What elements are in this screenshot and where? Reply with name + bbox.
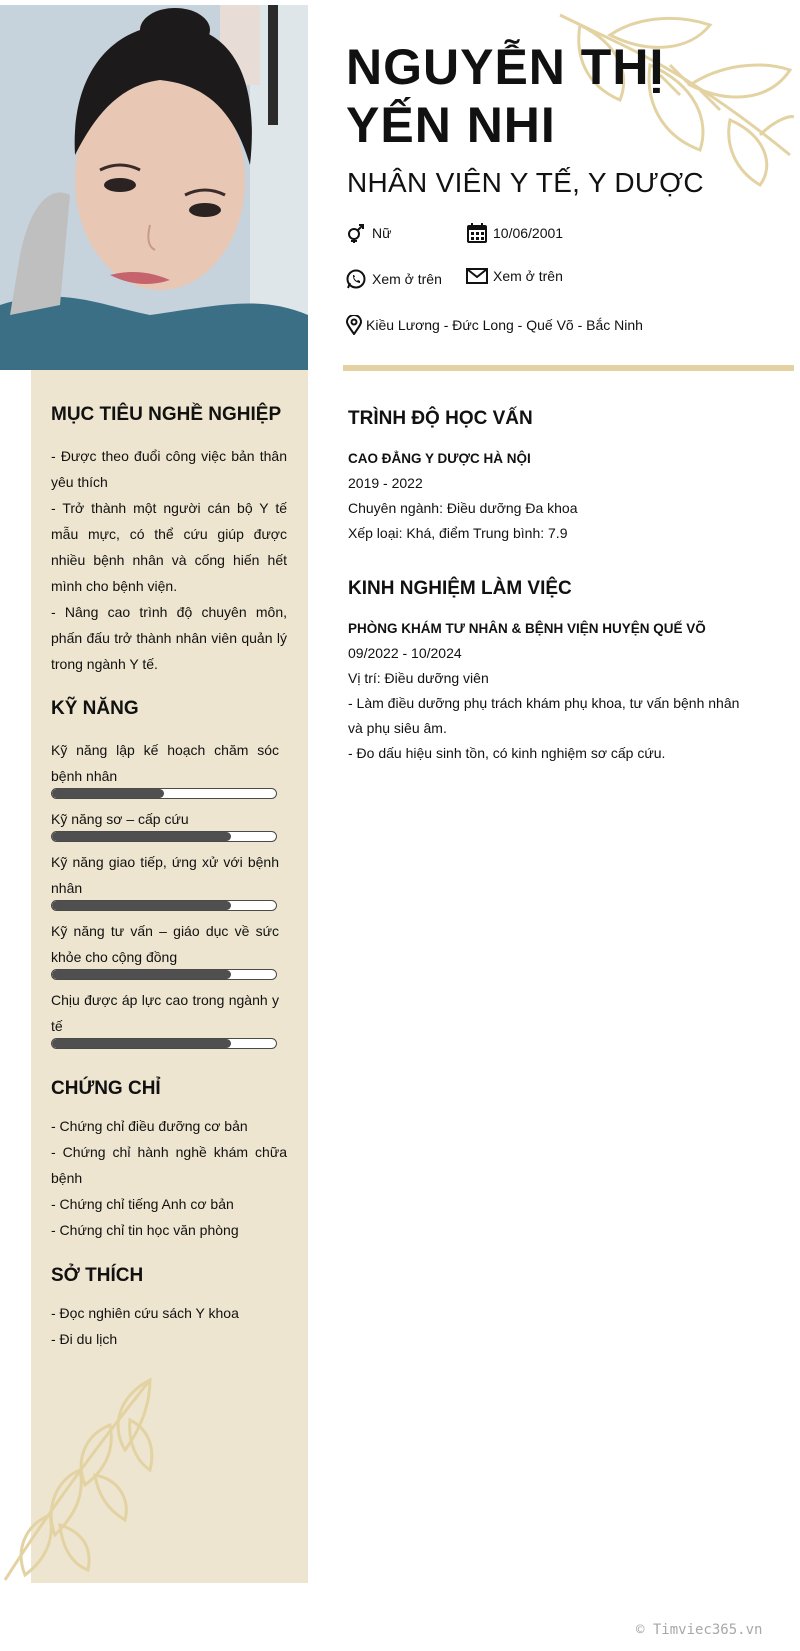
certificate-item: - Chứng chỉ điều đưỡng cơ bản [51, 1118, 248, 1134]
certificate-item: - Chứng chỉ tin học văn phòng [51, 1222, 239, 1238]
objective-line-2: - Trở thành một người cán bộ Y tế mẫu mực, có thể cứu giúp được nhiều bệnh nhân và cống hiến hết mình cho bệnh viện. [51, 500, 287, 594]
education-period: 2019 - 2022 [348, 475, 423, 491]
skill-bar-fill [52, 901, 231, 910]
phone-row [345, 268, 442, 290]
skill-bar-fill [52, 832, 231, 841]
email-icon [466, 265, 488, 287]
skill-label: Kỹ năng lập kế hoạch chăm sóc bệnh nhân [51, 742, 279, 784]
company-name: PHÒNG KHÁM TƯ NHÂN & BỆNH VIỆN HUYỆN QUẾ VÕ [348, 621, 706, 636]
skill-bar [51, 831, 277, 842]
hobby-item: - Đi du lịch [51, 1331, 118, 1347]
gender-icon [345, 222, 367, 244]
skill-bar [51, 1038, 277, 1049]
birthday-row [466, 222, 563, 244]
education-title: TRÌNH ĐỘ HỌC VẤN [348, 408, 533, 429]
certificates-title: CHỨNG CHỈ [51, 1078, 161, 1099]
school-name: CAO ĐẲNG Y DƯỢC HÀ NỘI [348, 451, 531, 466]
certificates-list [51, 1113, 287, 1243]
skills-title: KỸ NĂNG [51, 698, 139, 719]
certificate-item: - Chứng chỉ hành nghề khám chữa bệnh [51, 1144, 287, 1186]
name-line-1: NGUYỄN THỊ [346, 39, 665, 95]
experience-duty: - Làm điều dưỡng phụ trách khám phụ khoa, tư vấn bệnh nhân và phụ siêu âm. [348, 695, 740, 736]
calendar-icon [466, 222, 488, 244]
objective-line-3: - Nâng cao trình độ chuyên môn, phấn đấu trở thành nhân viên quản lý trong ngành Y tế. [51, 604, 287, 672]
skill-bar-fill [52, 970, 231, 979]
experience-position: Vị trí: Điều dưỡng viên [348, 670, 489, 686]
skill-bar [51, 969, 277, 980]
phone-icon [345, 268, 367, 290]
education-block [348, 446, 758, 546]
hobbies-title: SỞ THÍCH [51, 1265, 144, 1286]
phone-value: Xem ở trên [372, 271, 442, 287]
profile-photo [0, 5, 308, 370]
candidate-name [346, 38, 766, 154]
address-value: Kiều Lương - Đức Long - Quế Võ - Bắc Ninh [366, 317, 643, 333]
experience-period: 09/2022 - 10/2024 [348, 645, 462, 661]
objective-line-1: - Được theo đuổi công việc bản thân yêu thích [51, 448, 287, 490]
job-title: NHÂN VIÊN Y TẾ, Y DƯỢC [347, 167, 704, 198]
experience-title: KINH NGHIỆM LÀM VIỆC [348, 578, 572, 599]
gender-row [345, 222, 391, 244]
skill-label: Kỹ năng giao tiếp, ứng xử với bệnh nhân [51, 854, 279, 896]
experience-block [348, 616, 758, 766]
header-divider [343, 365, 794, 371]
objective-text [51, 443, 287, 677]
education-major: Chuyên ngành: Điều dưỡng Đa khoa [348, 500, 578, 516]
portrait-illustration [0, 5, 308, 370]
skill-bar-fill [52, 1039, 231, 1048]
name-line-2: YẾN NHI [346, 97, 556, 153]
hobby-item: - Đọc nghiên cứu sách Y khoa [51, 1305, 239, 1321]
birthday-value: 10/06/2001 [493, 225, 564, 241]
skill-label: Kỹ năng tư vấn – giáo dục về sức khỏe cho cộng đồng [51, 923, 279, 965]
address-row [345, 314, 643, 336]
gender-value: Nữ [372, 225, 392, 241]
hobbies-list [51, 1300, 287, 1352]
objective-title: MỤC TIÊU NGHỀ NGHIỆP [51, 404, 282, 425]
email-value: Xem ở trên [493, 268, 563, 284]
skill-bar-fill [52, 789, 164, 798]
skill-label: Chịu được áp lực cao trong ngành y tế [51, 992, 279, 1034]
watermark: © Timviec365.vn [636, 1622, 763, 1638]
location-pin-icon [345, 314, 363, 336]
email-row [466, 265, 563, 287]
experience-duty: - Đo dấu hiệu sinh tồn, có kinh nghiệm sơ cấp cứu. [348, 745, 666, 761]
education-grade: Xếp loại: Khá, điểm Trung bình: 7.9 [348, 525, 568, 541]
certificate-item: - Chứng chỉ tiếng Anh cơ bản [51, 1196, 234, 1212]
skill-bar [51, 900, 277, 911]
skill-bar [51, 788, 277, 799]
skill-label: Kỹ năng sơ – cấp cứu [51, 811, 189, 827]
